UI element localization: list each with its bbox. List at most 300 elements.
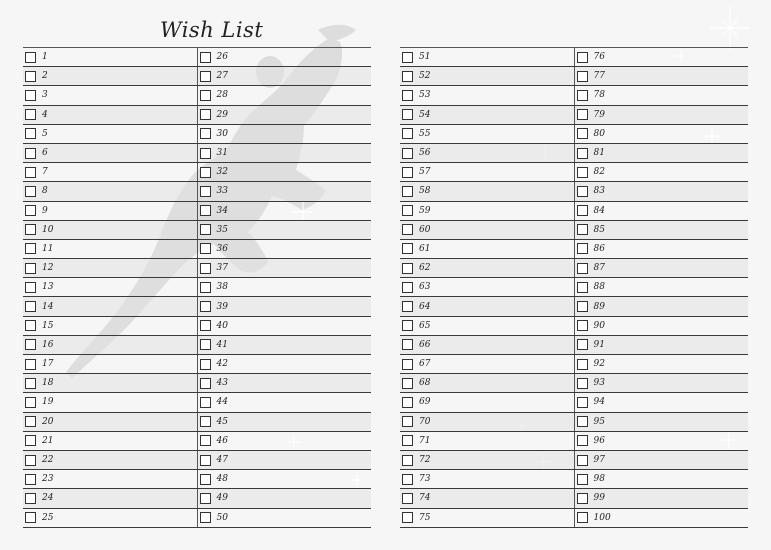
list-row xyxy=(400,413,748,432)
list-row xyxy=(400,67,748,86)
checkbox[interactable] xyxy=(402,71,413,82)
checkbox[interactable] xyxy=(402,435,413,446)
list-item xyxy=(197,432,372,450)
item-number: 79 xyxy=(593,109,605,120)
item-number: 34 xyxy=(216,205,228,216)
checkbox[interactable] xyxy=(25,263,36,274)
list-item xyxy=(400,240,574,258)
item-number: 68 xyxy=(419,378,431,389)
checkbox[interactable] xyxy=(577,512,588,523)
list-item xyxy=(574,259,749,277)
checkbox[interactable] xyxy=(402,186,413,197)
checkbox[interactable] xyxy=(402,512,413,523)
list-row xyxy=(400,509,748,528)
item-number: 77 xyxy=(593,71,605,82)
list-item xyxy=(197,106,372,124)
item-number: 54 xyxy=(419,109,431,120)
checkbox[interactable] xyxy=(25,416,36,427)
checkbox[interactable] xyxy=(25,435,36,446)
list-item xyxy=(23,413,197,431)
item-number: 18 xyxy=(42,378,54,389)
list-item xyxy=(574,451,749,469)
list-item xyxy=(23,48,197,66)
checkbox[interactable] xyxy=(402,339,413,350)
checkbox[interactable] xyxy=(200,148,211,159)
list-item xyxy=(23,144,197,162)
list-item xyxy=(574,297,749,315)
list-item xyxy=(574,489,749,507)
list-item xyxy=(574,509,749,527)
list-item xyxy=(23,240,197,258)
checkbox[interactable] xyxy=(577,205,588,216)
checkbox[interactable] xyxy=(402,301,413,312)
list-item xyxy=(400,336,574,354)
item-number: 65 xyxy=(419,320,431,331)
list-item xyxy=(23,336,197,354)
item-number: 67 xyxy=(419,359,431,370)
list-item xyxy=(400,451,574,469)
list-item xyxy=(197,297,372,315)
checkbox[interactable] xyxy=(25,493,36,504)
checkbox[interactable] xyxy=(25,186,36,197)
checkbox[interactable] xyxy=(577,109,588,120)
checkbox[interactable] xyxy=(25,243,36,254)
checkbox[interactable] xyxy=(25,455,36,466)
checkbox[interactable] xyxy=(577,435,588,446)
list-row xyxy=(23,221,371,240)
list-item xyxy=(574,202,749,220)
item-number: 84 xyxy=(593,205,605,216)
list-item xyxy=(23,125,197,143)
list-row xyxy=(23,489,371,508)
checkbox[interactable] xyxy=(402,474,413,485)
checkbox[interactable] xyxy=(25,90,36,101)
list-item xyxy=(400,86,574,104)
item-number: 40 xyxy=(216,320,228,331)
checkbox[interactable] xyxy=(25,205,36,216)
list-item xyxy=(23,509,197,527)
list-item xyxy=(23,86,197,104)
list-item xyxy=(400,48,574,66)
list-row xyxy=(400,489,748,508)
list-item xyxy=(574,86,749,104)
item-number: 70 xyxy=(419,416,431,427)
item-number: 27 xyxy=(216,71,228,82)
list-row xyxy=(23,451,371,470)
item-number: 23 xyxy=(42,474,54,485)
list-item xyxy=(23,317,197,335)
checkbox[interactable] xyxy=(25,167,36,178)
item-number: 72 xyxy=(419,455,431,466)
list-item xyxy=(197,509,372,527)
list-item xyxy=(400,393,574,411)
checkbox[interactable] xyxy=(402,205,413,216)
list-item xyxy=(23,202,197,220)
checkbox[interactable] xyxy=(25,128,36,139)
list-item xyxy=(400,125,574,143)
checkbox[interactable] xyxy=(577,282,588,293)
list-item xyxy=(197,144,372,162)
checkbox[interactable] xyxy=(577,186,588,197)
list-item xyxy=(400,221,574,239)
checkbox[interactable] xyxy=(402,243,413,254)
checkbox[interactable] xyxy=(402,493,413,504)
checkbox[interactable] xyxy=(577,320,588,331)
list-row xyxy=(23,355,371,374)
list-item xyxy=(574,182,749,200)
checkbox[interactable] xyxy=(577,416,588,427)
checkbox[interactable] xyxy=(577,128,588,139)
list-row xyxy=(400,470,748,489)
checkbox[interactable] xyxy=(402,167,413,178)
list-row xyxy=(23,413,371,432)
item-number: 22 xyxy=(42,455,54,466)
item-number: 90 xyxy=(593,320,605,331)
checkbox[interactable] xyxy=(25,148,36,159)
checkbox[interactable] xyxy=(200,128,211,139)
list-item xyxy=(574,278,749,296)
item-number: 24 xyxy=(42,493,54,504)
checkbox[interactable] xyxy=(25,359,36,370)
list-row xyxy=(23,336,371,355)
item-number: 44 xyxy=(216,397,228,408)
list-item xyxy=(574,240,749,258)
item-number: 16 xyxy=(42,339,54,350)
list-item xyxy=(574,144,749,162)
checkbox[interactable] xyxy=(577,148,588,159)
checkbox[interactable] xyxy=(402,416,413,427)
list-row xyxy=(400,240,748,259)
item-number: 57 xyxy=(419,167,431,178)
item-number: 3 xyxy=(42,90,48,101)
checkbox[interactable] xyxy=(402,109,413,120)
item-number: 86 xyxy=(593,243,605,254)
checkbox[interactable] xyxy=(577,52,588,63)
checkbox[interactable] xyxy=(200,224,211,235)
list-item xyxy=(197,221,372,239)
checkbox[interactable] xyxy=(577,90,588,101)
item-number: 5 xyxy=(42,128,48,139)
checkbox[interactable] xyxy=(25,339,36,350)
list-row xyxy=(23,470,371,489)
list-item xyxy=(23,355,197,373)
item-number: 4 xyxy=(42,109,48,120)
checkbox[interactable] xyxy=(200,167,211,178)
item-number: 64 xyxy=(419,301,431,312)
list-item xyxy=(574,221,749,239)
checkbox[interactable] xyxy=(200,435,211,446)
checkbox[interactable] xyxy=(25,378,36,389)
item-number: 36 xyxy=(216,243,228,254)
item-number: 30 xyxy=(216,128,228,139)
list-item xyxy=(574,470,749,488)
list-item xyxy=(574,432,749,450)
item-number: 60 xyxy=(419,224,431,235)
list-item xyxy=(400,163,574,181)
list-row xyxy=(400,317,748,336)
checkbox[interactable] xyxy=(577,301,588,312)
checkbox[interactable] xyxy=(402,397,413,408)
item-number: 87 xyxy=(593,263,605,274)
item-number: 32 xyxy=(216,167,228,178)
checkbox[interactable] xyxy=(200,339,211,350)
item-number: 50 xyxy=(216,512,228,523)
checkbox[interactable] xyxy=(577,493,588,504)
checkbox[interactable] xyxy=(200,263,211,274)
item-number: 19 xyxy=(42,397,54,408)
checkbox[interactable] xyxy=(402,263,413,274)
checkbox[interactable] xyxy=(577,474,588,485)
list-item xyxy=(574,163,749,181)
checkbox[interactable] xyxy=(200,109,211,120)
list-item xyxy=(400,317,574,335)
checkbox[interactable] xyxy=(200,71,211,82)
list-item xyxy=(197,48,372,66)
item-number: 25 xyxy=(42,512,54,523)
list-item xyxy=(197,374,372,392)
wish-list-left-page xyxy=(23,47,371,528)
checkbox[interactable] xyxy=(200,378,211,389)
list-item xyxy=(23,163,197,181)
checkbox[interactable] xyxy=(25,224,36,235)
checkbox[interactable] xyxy=(200,301,211,312)
checkbox[interactable] xyxy=(402,359,413,370)
checkbox[interactable] xyxy=(577,224,588,235)
list-row xyxy=(23,163,371,182)
list-item xyxy=(400,432,574,450)
list-row xyxy=(400,355,748,374)
item-number: 12 xyxy=(42,263,54,274)
checkbox[interactable] xyxy=(200,512,211,523)
checkbox[interactable] xyxy=(402,378,413,389)
list-item xyxy=(197,125,372,143)
item-number: 96 xyxy=(593,435,605,446)
list-item xyxy=(400,374,574,392)
list-row xyxy=(400,144,748,163)
list-item xyxy=(197,355,372,373)
list-item xyxy=(23,67,197,85)
list-item xyxy=(574,336,749,354)
list-item xyxy=(197,393,372,411)
item-number: 10 xyxy=(42,224,54,235)
list-item xyxy=(400,489,574,507)
checkbox[interactable] xyxy=(402,455,413,466)
checkbox[interactable] xyxy=(200,320,211,331)
checkbox[interactable] xyxy=(200,205,211,216)
item-number: 58 xyxy=(419,186,431,197)
checkbox[interactable] xyxy=(25,397,36,408)
item-number: 2 xyxy=(42,71,48,82)
item-number: 33 xyxy=(216,186,228,197)
checkbox[interactable] xyxy=(577,397,588,408)
item-number: 46 xyxy=(216,435,228,446)
item-number: 43 xyxy=(216,378,228,389)
item-number: 80 xyxy=(593,128,605,139)
wish-list-right-page xyxy=(400,47,748,528)
item-number: 26 xyxy=(216,52,228,63)
list-item xyxy=(197,182,372,200)
list-item xyxy=(574,413,749,431)
list-item xyxy=(400,355,574,373)
checkbox[interactable] xyxy=(200,243,211,254)
list-row xyxy=(400,163,748,182)
checkbox[interactable] xyxy=(200,52,211,63)
item-number: 13 xyxy=(42,282,54,293)
item-number: 51 xyxy=(419,52,431,63)
item-number: 69 xyxy=(419,397,431,408)
item-number: 73 xyxy=(419,474,431,485)
item-number: 66 xyxy=(419,339,431,350)
list-item xyxy=(574,393,749,411)
item-number: 52 xyxy=(419,71,431,82)
checkbox[interactable] xyxy=(200,282,211,293)
list-row xyxy=(23,106,371,125)
page-title: Wish List xyxy=(160,18,264,42)
checkbox[interactable] xyxy=(577,71,588,82)
item-number: 93 xyxy=(593,378,605,389)
item-number: 8 xyxy=(42,186,48,197)
item-number: 55 xyxy=(419,128,431,139)
list-item xyxy=(23,432,197,450)
item-number: 49 xyxy=(216,493,228,504)
list-item xyxy=(23,374,197,392)
item-number: 82 xyxy=(593,167,605,178)
item-number: 94 xyxy=(593,397,605,408)
item-number: 85 xyxy=(593,224,605,235)
list-item xyxy=(400,470,574,488)
checkbox[interactable] xyxy=(577,243,588,254)
item-number: 41 xyxy=(216,339,228,350)
item-number: 89 xyxy=(593,301,605,312)
checkbox[interactable] xyxy=(200,474,211,485)
list-row xyxy=(23,259,371,278)
item-number: 78 xyxy=(593,90,605,101)
checkbox[interactable] xyxy=(577,359,588,370)
checkbox[interactable] xyxy=(200,416,211,427)
list-row xyxy=(23,278,371,297)
item-number: 35 xyxy=(216,224,228,235)
item-number: 71 xyxy=(419,435,431,446)
item-number: 100 xyxy=(593,512,611,523)
item-number: 47 xyxy=(216,455,228,466)
list-item xyxy=(197,259,372,277)
checkbox[interactable] xyxy=(402,282,413,293)
checkbox[interactable] xyxy=(200,359,211,370)
list-item xyxy=(197,317,372,335)
item-number: 31 xyxy=(216,148,228,159)
list-row xyxy=(23,144,371,163)
list-item xyxy=(23,259,197,277)
checkbox[interactable] xyxy=(402,90,413,101)
list-item xyxy=(574,374,749,392)
checkbox[interactable] xyxy=(200,90,211,101)
list-item xyxy=(23,221,197,239)
list-item xyxy=(400,297,574,315)
checkbox[interactable] xyxy=(25,109,36,120)
list-row xyxy=(23,509,371,528)
list-item xyxy=(400,278,574,296)
list-row xyxy=(400,48,748,67)
item-number: 97 xyxy=(593,455,605,466)
list-item xyxy=(574,125,749,143)
list-row xyxy=(23,393,371,412)
list-row xyxy=(23,297,371,316)
checkbox[interactable] xyxy=(200,455,211,466)
list-item xyxy=(400,509,574,527)
list-row xyxy=(23,374,371,393)
checkbox[interactable] xyxy=(25,320,36,331)
checkbox[interactable] xyxy=(200,493,211,504)
list-row xyxy=(400,451,748,470)
checkbox[interactable] xyxy=(25,512,36,523)
list-row xyxy=(400,278,748,297)
list-item xyxy=(23,182,197,200)
list-item xyxy=(197,470,372,488)
checkbox[interactable] xyxy=(577,263,588,274)
list-item xyxy=(197,489,372,507)
list-item xyxy=(400,106,574,124)
list-row xyxy=(23,317,371,336)
checkbox[interactable] xyxy=(25,301,36,312)
checkbox[interactable] xyxy=(402,224,413,235)
list-row xyxy=(23,125,371,144)
item-number: 6 xyxy=(42,148,48,159)
checkbox[interactable] xyxy=(200,186,211,197)
item-number: 81 xyxy=(593,148,605,159)
checkbox[interactable] xyxy=(25,71,36,82)
list-row xyxy=(400,297,748,316)
checkbox[interactable] xyxy=(577,378,588,389)
item-number: 92 xyxy=(593,359,605,370)
checkbox[interactable] xyxy=(25,282,36,293)
checkbox[interactable] xyxy=(577,339,588,350)
list-item xyxy=(23,489,197,507)
list-item xyxy=(23,106,197,124)
checkbox[interactable] xyxy=(577,455,588,466)
checkbox[interactable] xyxy=(402,148,413,159)
list-item xyxy=(23,470,197,488)
item-number: 56 xyxy=(419,148,431,159)
checkbox[interactable] xyxy=(25,52,36,63)
item-number: 45 xyxy=(216,416,228,427)
list-row xyxy=(400,86,748,105)
item-number: 20 xyxy=(42,416,54,427)
item-number: 7 xyxy=(42,167,48,178)
checkbox[interactable] xyxy=(402,128,413,139)
item-number: 21 xyxy=(42,435,54,446)
item-number: 76 xyxy=(593,52,605,63)
checkbox[interactable] xyxy=(402,52,413,63)
checkbox[interactable] xyxy=(25,474,36,485)
list-item xyxy=(197,451,372,469)
item-number: 62 xyxy=(419,263,431,274)
checkbox[interactable] xyxy=(200,397,211,408)
item-number: 11 xyxy=(42,243,54,254)
item-number: 74 xyxy=(419,493,431,504)
item-number: 83 xyxy=(593,186,605,197)
list-item xyxy=(574,317,749,335)
item-number: 38 xyxy=(216,282,228,293)
checkbox[interactable] xyxy=(402,320,413,331)
list-row xyxy=(23,202,371,221)
item-number: 95 xyxy=(593,416,605,427)
checkbox[interactable] xyxy=(577,167,588,178)
item-number: 14 xyxy=(42,301,54,312)
list-item xyxy=(197,202,372,220)
item-number: 98 xyxy=(593,474,605,485)
list-row xyxy=(400,393,748,412)
list-row xyxy=(23,86,371,105)
